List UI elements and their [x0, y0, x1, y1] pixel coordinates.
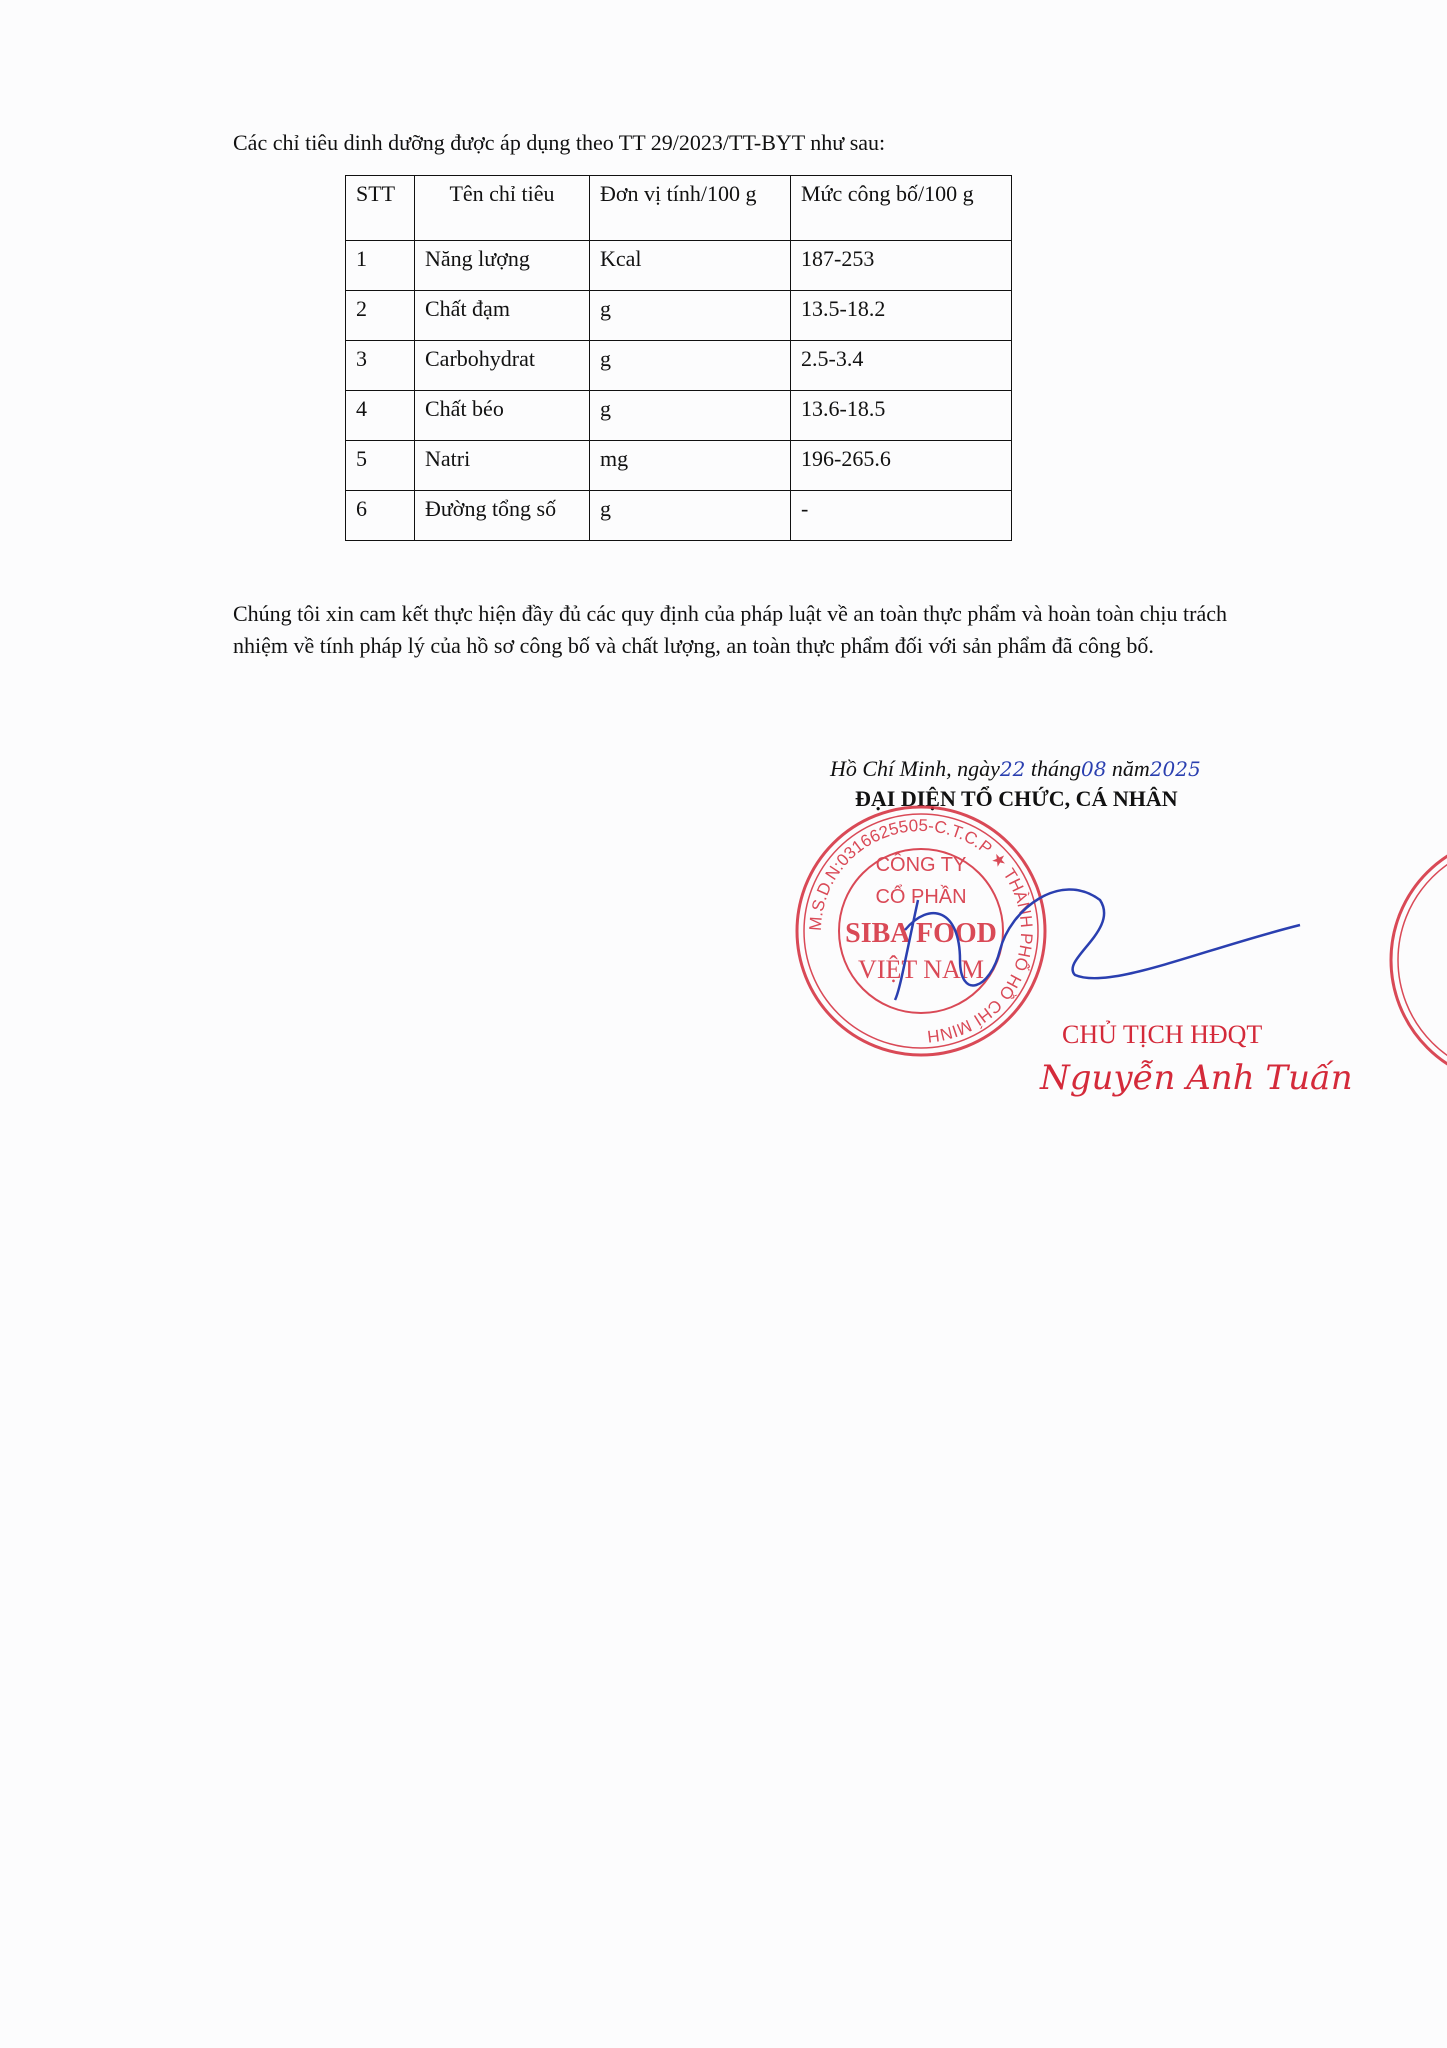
cell-name: Carbohydrat — [415, 341, 590, 391]
intro-text: Các chỉ tiêu dinh dưỡng được áp dụng theo TT 29/2023/TT-BYT như sau: — [233, 130, 886, 155]
representative-heading: ĐẠI DIỆN TỔ CHỨC, CÁ NHÂN — [855, 786, 1178, 811]
cell-value: - — [791, 491, 1012, 541]
stamp-line-2: CỔ PHẦN — [875, 886, 967, 908]
cell-unit: g — [590, 341, 791, 391]
cell-name: Đường tổng số — [415, 491, 590, 541]
cell-stt: 1 — [346, 241, 415, 291]
cell-stt: 5 — [346, 441, 415, 491]
date-day: 22 — [999, 757, 1026, 781]
cell-value: 196-265.6 — [791, 441, 1012, 491]
cell-unit: g — [590, 391, 791, 441]
cell-stt: 2 — [346, 291, 415, 341]
stamp-line-1: CÔNG TY — [875, 854, 967, 876]
commitment-paragraph: Chúng tôi xin cam kết thực hiện đầy đủ các quy định của pháp luật về an toàn thực phẩm và hoàn toàn chịu trách nhiệm về tính pháp lý của hồ sơ công bố và chất lượng, an toàn thực phẩm đối với sản phẩm đã công bố. — [233, 601, 1227, 658]
cell-value: 2.5-3.4 — [791, 341, 1012, 391]
cell-unit: Kcal — [590, 241, 791, 291]
cell-stt: 3 — [346, 341, 415, 391]
date-year-label: năm — [1106, 756, 1150, 781]
signer-title: CHỦ TỊCH HĐQT — [1062, 1020, 1263, 1049]
cell-unit: g — [590, 291, 791, 341]
stamp-line-4: VIỆT NAM — [858, 955, 984, 984]
date-prefix: Hồ Chí Minh, ngày — [830, 756, 1000, 781]
cell-name: Chất béo — [415, 391, 590, 441]
cell-unit: g — [590, 491, 791, 541]
header-name: Tên chỉ tiêu — [415, 176, 590, 241]
cell-value: 187-253 — [791, 241, 1012, 291]
date-month-label: tháng — [1025, 756, 1081, 781]
cell-name: Chất đạm — [415, 291, 590, 341]
stamp-line-3: SIBA FOOD — [845, 918, 997, 949]
cell-stt: 6 — [346, 491, 415, 541]
cell-value: 13.5-18.2 — [791, 291, 1012, 341]
header-unit: Đơn vị tính/100 g — [590, 176, 791, 241]
header-stt: STT — [346, 176, 415, 241]
date-month: 08 — [1080, 757, 1107, 781]
cell-name: Natri — [415, 441, 590, 491]
signer-name: Nguyễn Anh Tuấn — [1040, 1058, 1353, 1098]
header-value: Mức công bố/100 g — [791, 176, 1012, 241]
cell-stt: 4 — [346, 391, 415, 441]
date-year: 2025 — [1149, 757, 1201, 781]
stamp-outer-text: M.S.D.N:0316625505-C.T.C.P ★ THÀNH PHỐ HỒ CHÍ MINH — [805, 815, 1037, 1046]
cell-name: Năng lượng — [415, 241, 590, 291]
cell-unit: mg — [590, 441, 791, 491]
cell-value: 13.6-18.5 — [791, 391, 1012, 441]
